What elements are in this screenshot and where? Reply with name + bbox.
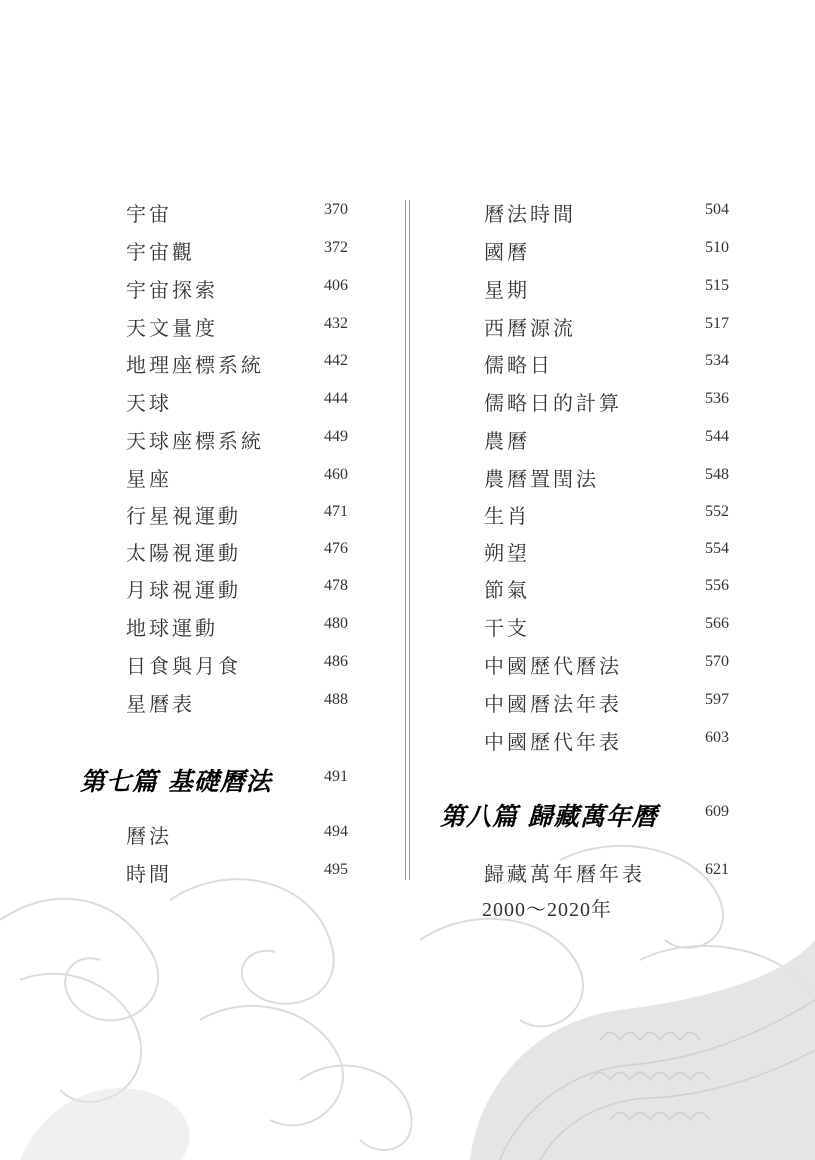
toc-entry[interactable] [484,858,744,888]
toc-entry-page: 480 [324,615,348,632]
toc-entry-title: 中國歷代年表 [484,730,622,754]
section-heading-title: 第八篇 歸藏萬年曆 [440,802,658,831]
toc-entry[interactable] [484,612,744,642]
toc-entry[interactable] [126,349,386,379]
section-heading-title: 第七篇 基礎曆法 [80,767,272,796]
toc-entry-page: 370 [324,201,348,218]
toc-entry-page: 566 [705,615,729,632]
toc-entry-page: 548 [705,466,729,483]
toc-entry[interactable] [484,198,744,228]
toc-entry-page: 495 [324,861,348,878]
toc-entry[interactable] [484,688,744,718]
toc-entry-title: 儒略日的計算 [484,391,622,415]
toc-entry[interactable] [484,463,744,493]
toc-entry[interactable] [126,236,386,266]
toc-entry-page: 597 [705,691,729,708]
toc-entry-title: 日食與月食 [126,654,241,678]
toc-entry-page: 471 [324,503,348,520]
toc-entry-title: 地理座標系統 [126,353,264,377]
section-heading[interactable] [440,797,740,837]
toc-entry[interactable] [126,312,386,342]
toc-entry-title: 星期 [484,278,530,302]
toc-entry-page: 517 [705,315,729,332]
toc-entry-title: 行星視運動 [126,504,241,528]
column-divider [405,200,410,880]
toc-entry-title: 儒略日 [484,353,553,377]
toc-entry-title: 西曆源流 [484,316,576,340]
toc-entry-page: 460 [324,466,348,483]
toc-entry-page: 444 [324,390,348,407]
toc-entry-page: 570 [705,653,729,670]
toc-entry-title: 宇宙觀 [126,240,195,264]
toc-entry[interactable] [484,650,744,680]
toc-entry[interactable] [126,858,386,888]
toc-entry-page: 552 [705,503,729,520]
toc-entry-page: 488 [324,691,348,708]
toc-entry-page: 372 [324,239,348,256]
toc-entry[interactable] [126,574,386,604]
toc-entry-title: 農曆置閏法 [484,467,599,491]
toc-entry[interactable] [484,274,744,304]
toc-entry-title: 農曆 [484,429,530,453]
toc-entry-page: 432 [324,315,348,332]
section-heading-page: 491 [324,768,348,785]
toc-entry[interactable] [126,820,386,850]
toc-entry[interactable] [484,726,744,756]
toc-entry-title: 曆法 [126,824,172,848]
toc-entry-page: 556 [705,577,729,594]
toc-entry[interactable] [126,500,386,530]
toc-entry-title: 時間 [126,862,172,886]
toc-entry-page: 603 [705,729,729,746]
toc-entry-page: 406 [324,277,348,294]
toc-entry-title: 星曆表 [126,692,195,716]
section-heading-page: 609 [705,803,729,820]
toc-entry[interactable] [484,574,744,604]
toc-entry-page: 478 [324,577,348,594]
toc-entry[interactable] [126,537,386,567]
toc-entry-title: 國曆 [484,240,530,264]
toc-entry-title: 節氣 [484,578,530,602]
toc-entry[interactable] [126,612,386,642]
toc-entry[interactable] [126,688,386,718]
toc-entry-page: 486 [324,653,348,670]
section-heading[interactable] [80,762,380,802]
toc-entry-title: 中國曆法年表 [484,692,622,716]
toc-entry[interactable] [126,463,386,493]
toc-entry-title: 宇宙探索 [126,278,218,302]
toc-entry-title: 天球座標系統 [126,429,264,453]
toc-entry-page: 621 [705,861,729,878]
toc-entry-title: 曆法時間 [484,202,576,226]
toc-entry[interactable] [484,312,744,342]
toc-entry[interactable] [484,349,744,379]
toc-entry-page: 442 [324,352,348,369]
toc-entry[interactable] [484,387,744,417]
toc-entry-page: 449 [324,428,348,445]
toc-entry[interactable] [484,500,744,530]
toc-entry[interactable] [126,274,386,304]
toc-entry[interactable] [126,198,386,228]
toc-entry-page: 476 [324,540,348,557]
toc-entry-title: 地球運動 [126,616,218,640]
toc-entry-page: 494 [324,823,348,840]
toc-entry-page: 544 [705,428,729,445]
toc-entry-page: 534 [705,352,729,369]
toc-entry-title: 月球視運動 [126,578,241,602]
toc-entry-title: 朔望 [484,541,530,565]
toc-entry-title: 中國歷代曆法 [484,654,622,678]
toc-entry-page: 510 [705,239,729,256]
toc-entry-title: 天文量度 [126,316,218,340]
toc-entry[interactable] [126,387,386,417]
toc-entry[interactable] [126,425,386,455]
toc-entry[interactable] [484,425,744,455]
toc-entry-title: 天球 [126,391,172,415]
toc-entry-page: 554 [705,540,729,557]
toc-entry-subtitle: 2000～2020年 [482,899,612,921]
toc-entry-title: 宇宙 [126,202,172,226]
toc-entry[interactable] [484,537,744,567]
toc-entry-title: 歸藏萬年曆年表 [484,862,645,886]
toc-entry-title: 太陽視運動 [126,541,241,565]
toc-entry[interactable] [126,650,386,680]
toc-entry-title: 干支 [484,616,530,640]
toc-entry[interactable] [484,236,744,266]
toc-entry-page: 536 [705,390,729,407]
toc-entry-page: 515 [705,277,729,294]
toc-entry-title: 星座 [126,467,172,491]
toc-entry-title: 生肖 [484,504,530,528]
toc-entry-page: 504 [705,201,729,218]
